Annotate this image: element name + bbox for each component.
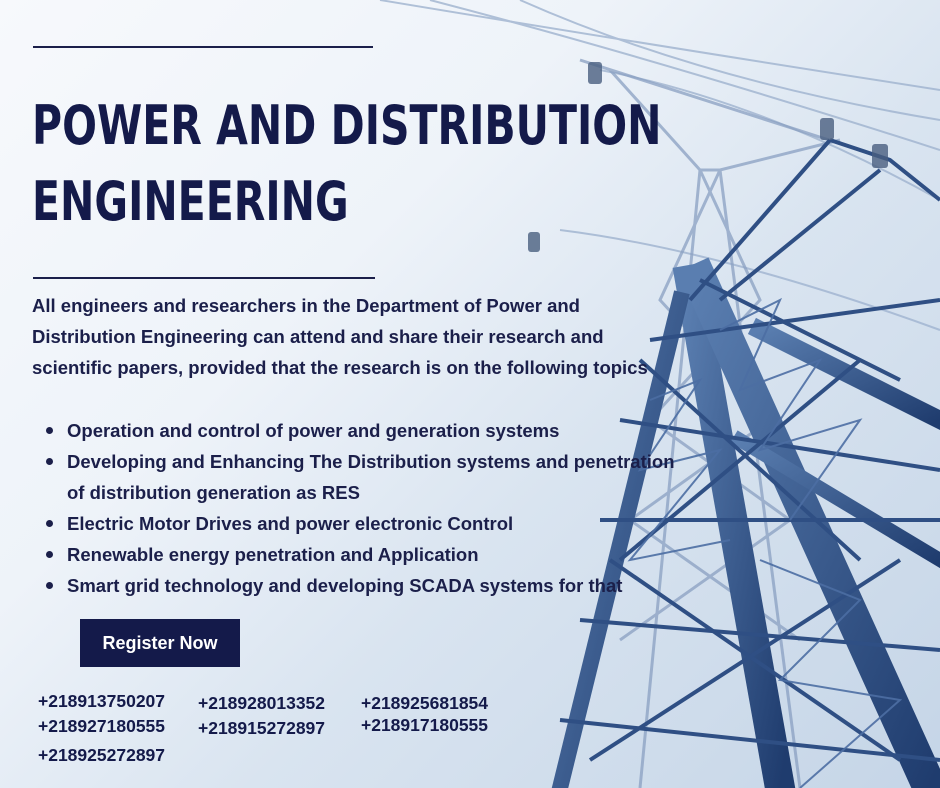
divider-top	[33, 46, 373, 48]
topic-item: Smart grid technology and developing SCADA systems for that	[67, 570, 687, 601]
phone-number: +218917180555	[361, 715, 489, 735]
topic-item: Operation and control of power and generation systems	[67, 415, 687, 446]
topics-list	[67, 415, 687, 601]
page-title	[32, 88, 661, 240]
phone-number: +218915272897	[198, 718, 326, 738]
phone-number: +218925681854	[361, 693, 489, 713]
topic-item: Developing and Enhancing The Distribution systems and penetration of distribution generation as RES	[67, 446, 687, 508]
divider-middle	[33, 277, 375, 279]
phone-number: +218913750207	[38, 691, 166, 711]
register-now-button[interactable]: Register Now	[80, 619, 240, 667]
intro-paragraph: All engineers and researchers in the Department of Power and Distribution Engineering can attend and share their research and scientific papers, provided that the research is on the following topics	[32, 295, 648, 378]
topic-item: Electric Motor Drives and power electronic Control	[67, 508, 687, 539]
topic-item: Renewable energy penetration and Application	[67, 539, 687, 570]
phone-number: +218925272897	[38, 745, 166, 765]
title-line-2: ENGINEERING	[32, 170, 349, 233]
title-line-1: POWER AND DISTRIBUTION	[32, 94, 662, 157]
phone-number: +218928013352	[198, 693, 326, 713]
phone-number: +218927180555	[38, 716, 166, 736]
